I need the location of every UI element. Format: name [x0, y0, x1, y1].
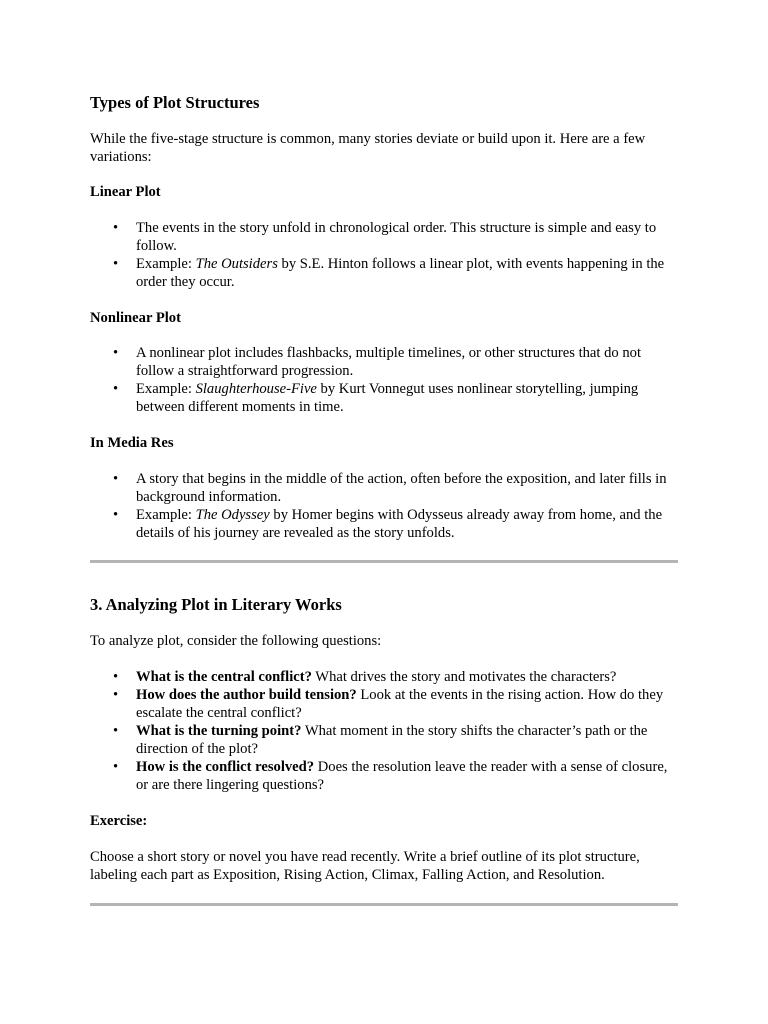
linear-plot-list — [90, 219, 678, 291]
book-title: The Odyssey — [195, 507, 270, 523]
analysis-questions-list — [90, 668, 678, 794]
list-item: • A story that begins in the middle of the action, often before the exposition, and later fills in background information. — [90, 470, 678, 506]
subheading-exercise: Exercise: — [90, 813, 148, 829]
question: How is the conflict resolved? — [136, 759, 315, 775]
list-item: • Example: Slaughterhouse-Five by Kurt Vonnegut uses nonlinear storytelling, jumping between different moments in time. — [90, 380, 678, 416]
section-divider — [90, 903, 678, 906]
question: How does the author build tension? — [136, 687, 357, 703]
list-item: • The events in the story unfold in chronological order. This structure is simple and easy to follow. — [90, 219, 678, 255]
list-item: • What is the central conflict? What drives the story and motivates the characters? — [90, 668, 678, 686]
book-title: Slaughterhouse-Five — [195, 381, 317, 397]
list-item: • What is the turning point? What moment in the story shifts the character’s path or the direction of the plot? — [90, 722, 678, 758]
section-divider — [90, 560, 678, 563]
list-item: • Example: The Outsiders by S.E. Hinton follows a linear plot, with events happening in the order they occur. — [90, 255, 678, 291]
list-item: • How does the author build tension? Look at the events in the rising action. How do they escalate the central conflict? — [90, 686, 678, 722]
section-title-analyzing-plot: 3. Analyzing Plot in Literary Works — [90, 595, 342, 614]
list-item: • A nonlinear plot includes flashbacks, multiple timelines, or other structures that do not follow a straightforward progression. — [90, 344, 678, 380]
question: What is the turning point? — [136, 723, 302, 739]
question: What is the central conflict? — [136, 669, 312, 685]
section-intro: While the five-stage structure is common, many stories deviate or build upon it. Here are a few variations: — [90, 131, 646, 165]
subheading-nonlinear-plot: Nonlinear Plot — [90, 310, 181, 326]
book-title: The Outsiders — [195, 256, 278, 272]
subheading-in-media-res: In Media Res — [90, 435, 174, 451]
section-title-plot-structures: Types of Plot Structures — [90, 93, 260, 112]
subheading-linear-plot: Linear Plot — [90, 184, 161, 200]
document-page — [90, 0, 678, 906]
list-item: • How is the conflict resolved? Does the resolution leave the reader with a sense of closure, or are there lingering questions? — [90, 758, 678, 794]
nonlinear-plot-list — [90, 344, 678, 416]
section-intro: To analyze plot, consider the following questions: — [90, 633, 382, 649]
exercise-text: Choose a short story or novel you have read recently. Write a brief outline of its plot structure, labeling each part as Exposition, Rising Action, Climax, Falling Action, and Resolution. — [90, 849, 640, 883]
in-media-res-list — [90, 470, 678, 542]
list-item: • Example: The Odyssey by Homer begins with Odysseus already away from home, and the details of his journey are revealed as the story unfolds. — [90, 506, 678, 542]
